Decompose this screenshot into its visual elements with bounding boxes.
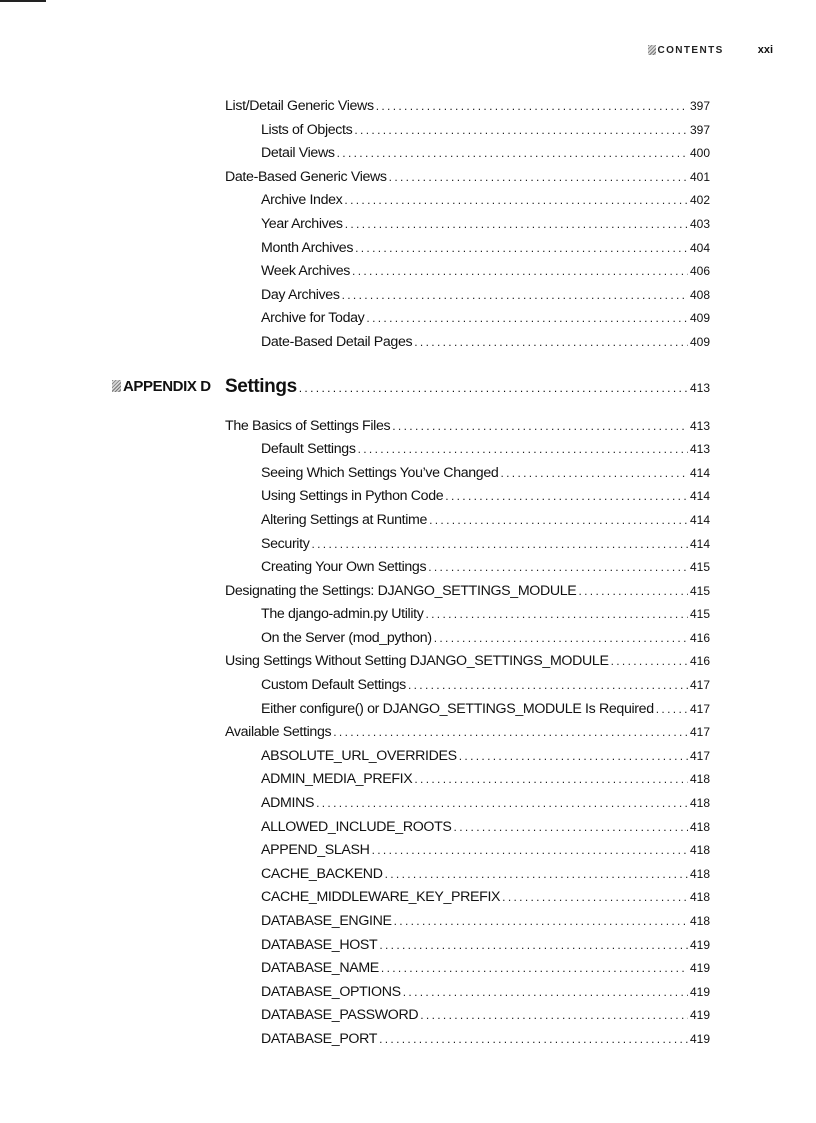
toc-entry-label: Security: [261, 535, 310, 552]
toc-entry-label: ABSOLUTE_URL_OVERRIDES: [261, 747, 457, 764]
toc-subsection-entry[interactable]: [225, 334, 710, 358]
dot-leader: [500, 466, 688, 480]
toc-entry-label: Lists of Objects: [261, 121, 353, 138]
appendix-page-number: 413: [689, 380, 710, 395]
dot-leader: [311, 537, 688, 551]
dot-leader: [420, 1008, 688, 1022]
toc-entry-label: Altering Settings at Runtime: [261, 511, 428, 528]
dot-leader: [345, 217, 688, 231]
toc-entry-page-number: 418: [689, 843, 710, 858]
toc-subsection-entry[interactable]: [225, 192, 710, 216]
running-head-section: CONTENTS: [657, 44, 724, 56]
toc-entry-page-number: 414: [689, 489, 710, 504]
toc-entry-label: Designating the Settings: DJANGO_SETTINGS_MODULE: [225, 582, 577, 599]
running-head-page-number: xxi: [757, 44, 773, 56]
dot-leader: [429, 513, 688, 527]
hatch-marker-icon: [112, 380, 121, 392]
dot-leader: [578, 584, 688, 598]
dot-leader: [366, 311, 688, 325]
toc-subsection-entry[interactable]: [225, 1007, 710, 1031]
toc-entry-label: ADMINS: [261, 795, 315, 812]
toc-subsection-entry[interactable]: [225, 216, 710, 240]
toc-entry-page-number: 418: [689, 772, 710, 787]
toc-entry-label: DATABASE_NAME: [261, 960, 379, 977]
toc-entry-page-number: 406: [689, 264, 710, 279]
toc-subsection-entry[interactable]: [225, 937, 710, 961]
toc-entry-page-number: 409: [689, 334, 710, 349]
toc-entry-label: Available Settings: [225, 724, 332, 741]
toc-subsection-entry[interactable]: [225, 748, 710, 772]
dot-leader: [414, 772, 688, 786]
toc-entry-label: The Basics of Settings Files: [225, 417, 391, 434]
dot-leader: [502, 890, 688, 904]
toc-entry-page-number: 419: [689, 1031, 710, 1046]
toc-entry-page-number: 409: [689, 311, 710, 326]
dot-leader: [425, 607, 688, 621]
toc-subsection-entry[interactable]: [225, 913, 710, 937]
toc-entry-label: Archive for Today: [261, 310, 365, 327]
appendix-title: Settings: [225, 375, 297, 397]
toc-subsection-entry[interactable]: [225, 240, 710, 264]
dot-leader: [454, 820, 688, 834]
toc-entry-page-number: 397: [689, 99, 710, 113]
toc-subsection-entry[interactable]: [225, 819, 710, 843]
toc-entry-page-number: 417: [689, 725, 710, 740]
toc-entry-page-number: 419: [689, 1008, 710, 1023]
toc-entry-label: Archive Index: [261, 192, 343, 209]
toc-entry-label: APPEND_SLASH: [261, 842, 370, 859]
toc-entry-page-number: 419: [689, 961, 710, 976]
toc-entry-page-number: 418: [689, 796, 710, 811]
toc-entry-page-number: 414: [689, 465, 710, 480]
toc-entry-label: Detail Views: [261, 145, 335, 162]
toc-section-entry[interactable]: [225, 724, 710, 748]
toc-entry-page-number: 401: [689, 169, 710, 184]
running-head: [648, 44, 774, 56]
toc-subsection-entry[interactable]: [225, 512, 710, 536]
toc-entry-page-number: 418: [689, 819, 710, 834]
dot-leader: [344, 193, 688, 207]
dot-leader: [403, 985, 688, 999]
dot-leader: [342, 288, 688, 302]
dot-leader: [381, 961, 688, 975]
toc-subsection-entry[interactable]: [225, 122, 710, 146]
toc-entry-label: ADMIN_MEDIA_PREFIX: [261, 771, 413, 788]
toc-entry-page-number: 397: [689, 122, 710, 137]
toc-subsection-entry[interactable]: [225, 984, 710, 1008]
toc-entry-page-number: 418: [689, 914, 710, 928]
toc-subsection-entry[interactable]: [225, 559, 710, 583]
toc-subsection-entry[interactable]: [225, 465, 710, 489]
dot-leader: [354, 123, 688, 137]
toc-subsection-entry[interactable]: [225, 145, 710, 169]
toc-subsection-entry[interactable]: [225, 287, 710, 311]
toc-subsection-entry[interactable]: [225, 677, 710, 701]
toc-entry-label: Year Archives: [261, 215, 343, 232]
toc-entry-label: Custom Default Settings: [261, 677, 406, 694]
appendix-heading-row: [123, 375, 710, 418]
toc-entry-page-number: 416: [689, 654, 710, 669]
toc-entry-page-number: 418: [689, 890, 710, 905]
toc-entry-label: ALLOWED_INCLUDE_ROOTS: [261, 818, 452, 835]
toc-subsection-entry[interactable]: [225, 771, 710, 795]
toc-subsection-entry[interactable]: [225, 488, 710, 512]
toc-entry-label: DATABASE_PORT: [261, 1030, 378, 1047]
toc-entry-label: List/Detail Generic Views: [225, 98, 374, 114]
toc-subsection-entry[interactable]: [225, 866, 710, 890]
appendix-label: [112, 378, 211, 395]
toc-entry-label: Week Archives: [261, 263, 351, 280]
toc-subsection-entry[interactable]: [225, 263, 710, 287]
toc-section-entry[interactable]: [225, 169, 710, 193]
toc-entry-label: Month Archives: [261, 239, 354, 256]
toc-section-entry[interactable]: [225, 418, 710, 442]
toc-entry-page-number: 415: [689, 583, 710, 598]
toc-entries-before: [225, 98, 710, 358]
appendix-label-text: APPENDIX D: [123, 377, 211, 395]
toc-entry-label: The django-admin.py Utility: [261, 606, 424, 623]
toc-entry-label: Date-Based Generic Views: [225, 168, 387, 185]
toc-entry-page-number: 408: [689, 287, 710, 302]
toc-section-entry[interactable]: [225, 583, 710, 607]
dot-leader: [611, 654, 688, 668]
dot-leader: [316, 796, 688, 810]
toc-entry-page-number: 419: [689, 937, 710, 952]
toc-entry-page-number: 414: [689, 536, 710, 551]
toc-section-entry[interactable]: [225, 98, 710, 122]
dot-leader: [358, 442, 688, 456]
toc-entry-label: Creating Your Own Settings: [261, 559, 427, 576]
dot-leader: [428, 560, 688, 574]
dot-leader: [376, 99, 688, 113]
dot-leader: [379, 1032, 688, 1046]
toc-entry-label: Either configure() or DJANGO_SETTINGS_MODULE Is Required: [261, 700, 654, 717]
dot-leader: [656, 702, 688, 716]
toc-entry-label: CACHE_BACKEND: [261, 865, 383, 882]
toc-entry-page-number: 400: [689, 146, 710, 161]
toc-entry-label: Using Settings Without Setting DJANGO_SETTINGS_MODULE: [225, 653, 609, 670]
dot-leader: [434, 631, 688, 645]
dot-leader: [414, 335, 688, 349]
toc-subsection-entry[interactable]: [225, 795, 710, 819]
toc-subsection-entry[interactable]: [225, 842, 710, 866]
toc-entry-label: DATABASE_HOST: [261, 936, 378, 953]
toc-subsection-entry[interactable]: [225, 606, 710, 630]
dot-leader: [355, 241, 688, 255]
toc-entry-label: CACHE_MIDDLEWARE_KEY_PREFIX: [261, 889, 501, 906]
toc-subsection-entry[interactable]: [225, 1031, 710, 1055]
toc-entry-page-number: 413: [689, 442, 710, 457]
corner-rule: [0, 0, 46, 2]
toc-entry-label: DATABASE_ENGINE: [261, 913, 392, 929]
toc-entry-page-number: 418: [689, 866, 710, 881]
dot-leader: [385, 867, 688, 881]
dot-leader: [389, 170, 688, 184]
toc-entry-label: DATABASE_PASSWORD: [261, 1007, 419, 1024]
toc-entry-label: Using Settings in Python Code: [261, 488, 444, 505]
toc-entries-after: [225, 418, 710, 1055]
dot-leader: [299, 381, 688, 395]
toc-entry-page-number: 417: [689, 748, 710, 763]
dot-leader: [337, 146, 688, 160]
dot-leader: [394, 914, 688, 928]
toc-subsection-entry[interactable]: [225, 630, 710, 654]
toc-entry-page-number: 416: [689, 630, 710, 645]
dot-leader: [392, 419, 688, 433]
toc-section-entry[interactable]: [225, 653, 710, 677]
toc-entry-page-number: 415: [689, 560, 710, 575]
toc-entry-label: Default Settings: [261, 441, 356, 458]
dot-leader: [372, 843, 688, 857]
toc-entry-label: Date-Based Detail Pages: [261, 333, 413, 350]
toc-subsection-entry[interactable]: [225, 960, 710, 984]
table-of-contents: [123, 98, 710, 1055]
toc-subsection-entry[interactable]: [225, 536, 710, 560]
dot-leader: [408, 678, 688, 692]
toc-entry-page-number: 403: [689, 216, 710, 231]
toc-entry-label: DATABASE_OPTIONS: [261, 983, 401, 1000]
chapter-spacer: [225, 358, 710, 376]
toc-subsection-entry[interactable]: [225, 889, 710, 913]
toc-subsection-entry[interactable]: [225, 701, 710, 725]
dot-leader: [445, 489, 688, 503]
toc-entry-page-number: 402: [689, 193, 710, 208]
toc-entry-page-number: 419: [689, 984, 710, 999]
toc-entry-label: Day Archives: [261, 286, 340, 303]
dot-leader: [352, 264, 688, 278]
toc-subsection-entry[interactable]: [225, 310, 710, 334]
dot-leader: [459, 749, 688, 763]
toc-entry-page-number: 404: [689, 240, 710, 255]
dot-leader: [333, 725, 688, 739]
toc-entry-label: Seeing Which Settings You’ve Changed: [261, 464, 499, 481]
appendix-title-entry[interactable]: [225, 376, 710, 398]
hatch-marker-icon: [648, 45, 656, 55]
toc-entry-page-number: 414: [689, 512, 710, 527]
toc-entry-page-number: 417: [689, 678, 710, 693]
toc-entry-page-number: 415: [689, 607, 710, 622]
toc-subsection-entry[interactable]: [225, 441, 710, 465]
toc-entry-page-number: 413: [689, 418, 710, 433]
dot-leader: [379, 938, 688, 952]
toc-entry-page-number: 417: [689, 701, 710, 716]
toc-entry-label: On the Server (mod_python): [261, 629, 432, 646]
